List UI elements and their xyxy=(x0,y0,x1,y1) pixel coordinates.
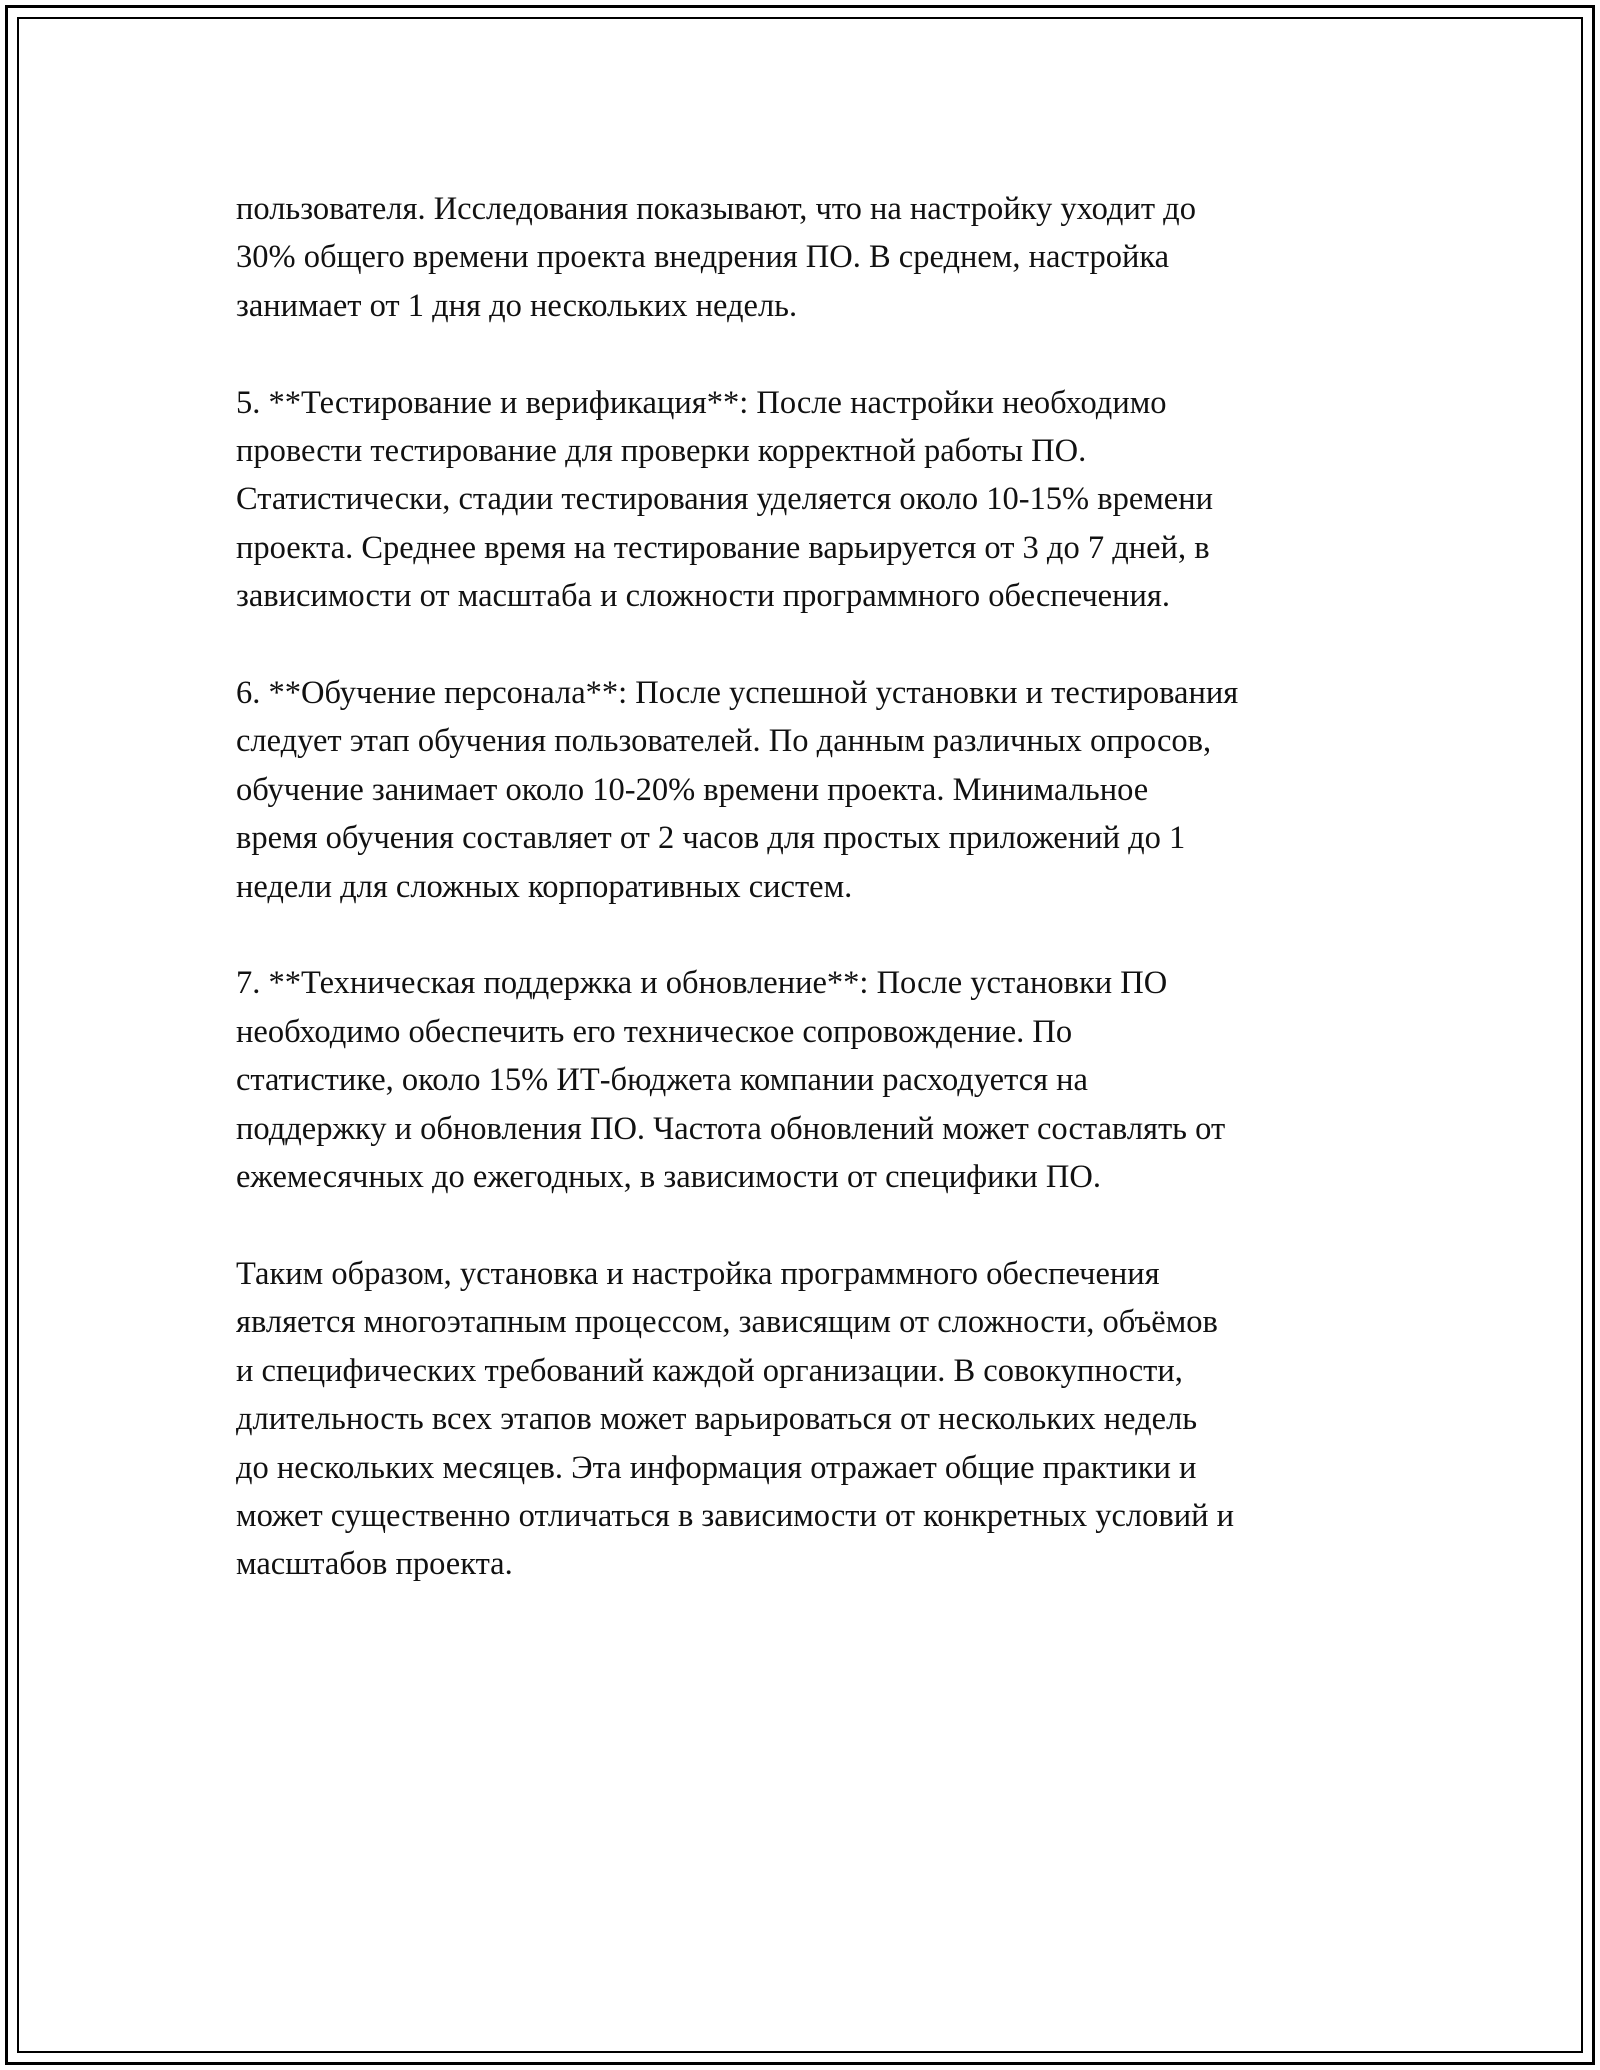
paragraph-support: 7. **Техническая поддержка и обновление**: После установки ПО необходимо обеспечить его техническое сопровождение. По статистике, около 15% ИТ-бюджета компании расходуется на поддержку и обновления ПО. Частота обновлений может составлять от ежемесячных до ежегодных, в зависимости от специфики ПО. xyxy=(236,965,1226,1196)
paragraph-training: 6. **Обучение персонала**: После успешной установки и тестирования следует этап обучения пользователей. По данным различных опросов, обучение занимает около 10-20% времени проекта. Минимальное время обучения составляет от 2 часов для простых приложений до 1 недели для сложных корпоративных систем. xyxy=(236,675,1239,905)
paragraph-testing: 5. **Тестирование и верификация**: После настройки необходимо провести тестирование для проверки корректной работы ПО. Статистически, стадии тестирования уделяется около 10-15% времени проекта. Среднее время на тестирование варьируется от 3 до 7 дней, в зависимости от масштаба и сложности программного обеспечения. xyxy=(236,384,1214,615)
paragraph-setup-continuation: пользователя. Исследования показывают, что на настройку уходит до 30% общего времени проекта внедрения ПО. В среднем, настройка занимает от 1 дня до нескольких недель. xyxy=(236,191,1196,324)
document-body xyxy=(236,185,1376,1637)
paragraph-conclusion: Таким образом, установка и настройка программного обеспечения является многоэтапным процессом, зависящим от сложности, объёмов и специфических требований каждой организации. В совокупности, длительность всех этапов может варьироваться от нескольких недель до нескольких месяцев. Эта информация отражает общие практики и может существенно отличаться в зависимости от конкретных условий и масштабов проекта. xyxy=(236,1255,1234,1583)
